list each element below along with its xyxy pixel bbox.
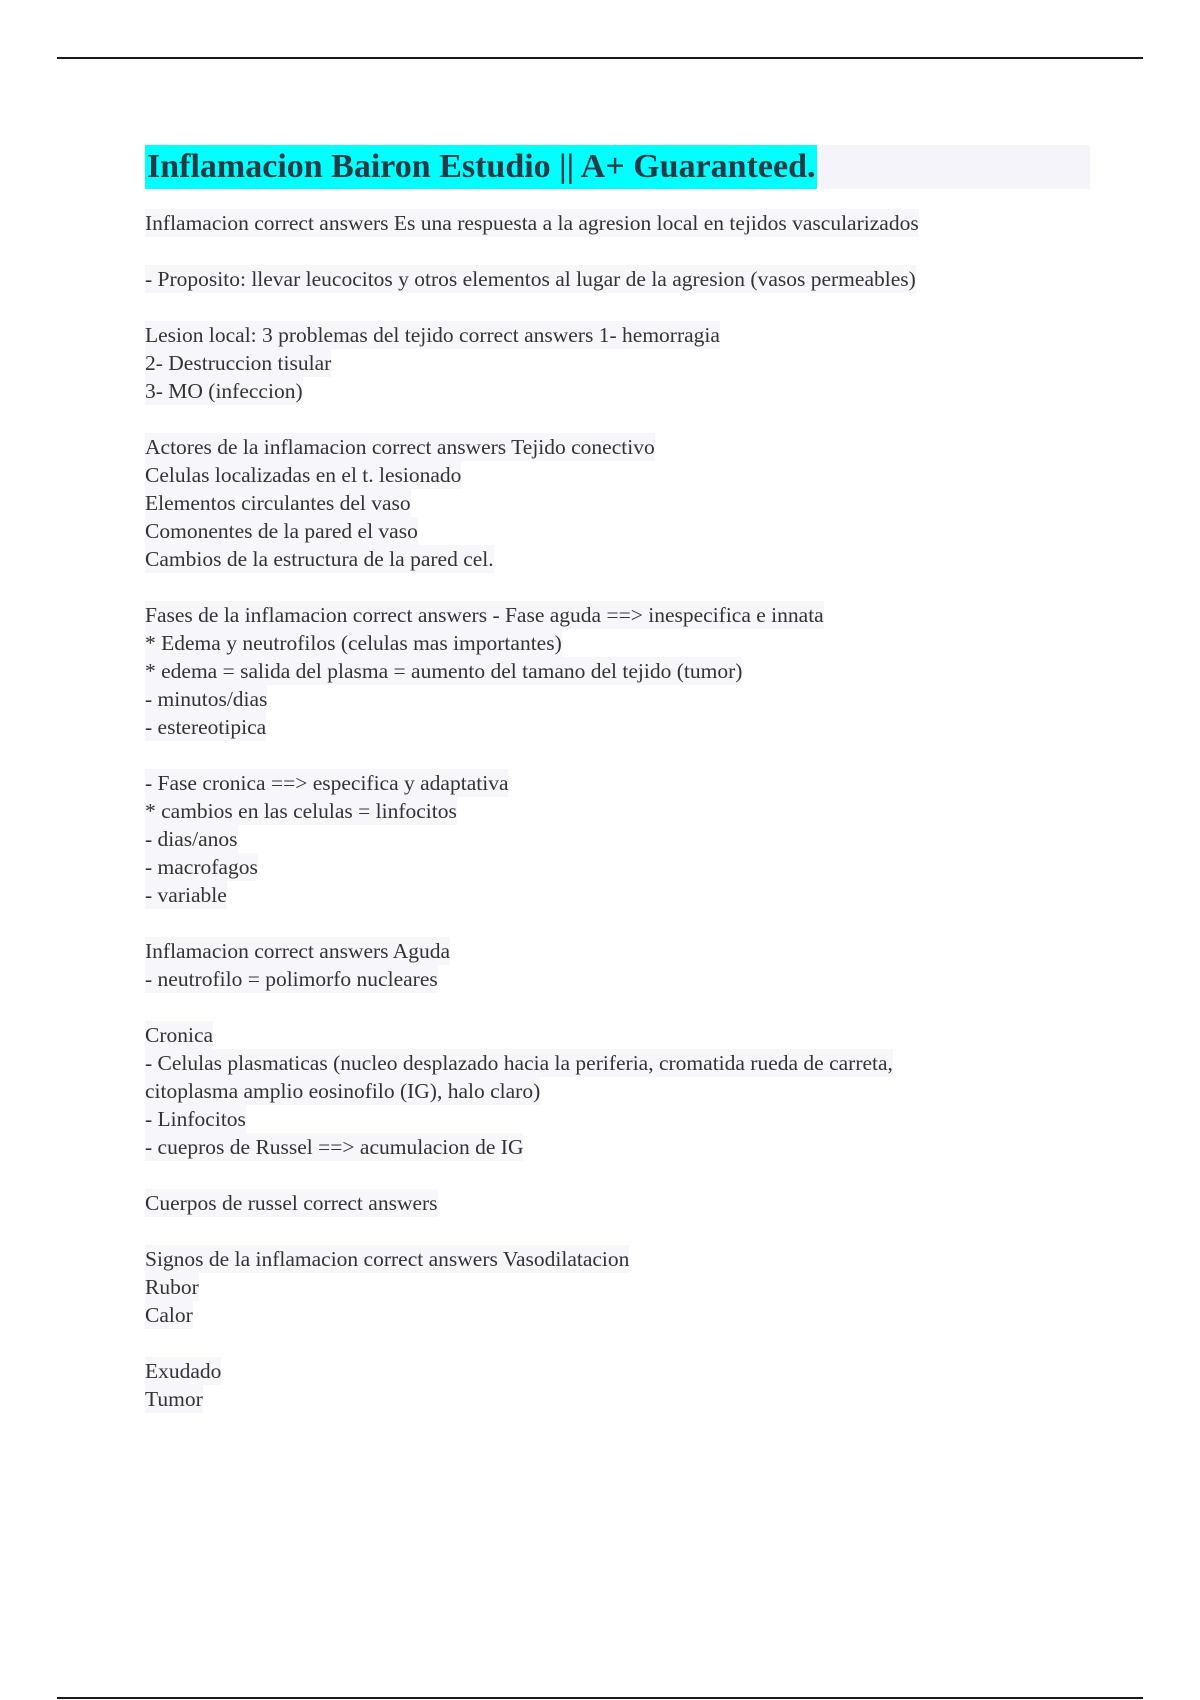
text-line: Inflamacion correct answers Aguda [145, 939, 451, 963]
text-line: - estereotipica [145, 715, 267, 739]
bottom-rule [57, 1697, 1143, 1699]
text-line: - minutos/dias [145, 687, 268, 711]
text-line: Celulas localizadas en el t. lesionado [145, 463, 462, 487]
text-line: Fases de la inflamacion correct answers - Fase aguda ==> inespecifica e innata [145, 603, 824, 627]
top-rule [57, 57, 1143, 59]
text-line: Signos de la inflamacion correct answers Vasodilatacion [145, 1247, 630, 1271]
text-block [145, 265, 1090, 293]
text-block [145, 433, 1090, 573]
document-blocks [145, 209, 1090, 1413]
text-block [145, 321, 1090, 405]
text-line: Calor [145, 1303, 193, 1327]
text-block [145, 769, 1090, 909]
text-line: * Edema y neutrofilos (celulas mas importantes) [145, 631, 562, 655]
document-body [145, 145, 1090, 1441]
text-line: Actores de la inflamacion correct answers Tejido conectivo [145, 435, 655, 459]
text-line: - Celulas plasmaticas (nucleo desplazado hacia la periferia, cromatida rueda de carreta, [145, 1051, 893, 1075]
text-line: Cronica [145, 1023, 214, 1047]
title-band [145, 145, 1090, 189]
text-line: - neutrofilo = polimorfo nucleares [145, 967, 438, 991]
text-line: Comonentes de la pared el vaso [145, 519, 418, 543]
text-line: - Fase cronica ==> especifica y adaptativa [145, 771, 509, 795]
text-line: - Proposito: llevar leucocitos y otros elementos al lugar de la agresion (vasos permeables) [145, 267, 916, 291]
text-line: - macrofagos [145, 855, 258, 879]
document-title: Inflamacion Bairon Estudio || A+ Guaranteed. [145, 145, 817, 189]
text-block [145, 1245, 1090, 1329]
text-block [145, 209, 1090, 237]
text-line: - dias/anos [145, 827, 238, 851]
text-line: Cambios de la estructura de la pared cel. [145, 547, 494, 571]
text-line: Exudado [145, 1359, 222, 1383]
text-line: Cuerpos de russel correct answers [145, 1191, 438, 1215]
text-line: Elementos circulantes del vaso [145, 491, 411, 515]
text-line: 2- Destruccion tisular [145, 351, 332, 375]
text-line: 3- MO (infeccion) [145, 379, 303, 403]
text-line: citoplasma amplio eosinofilo (IG), halo claro) [145, 1079, 541, 1103]
text-line: * cambios en las celulas = linfocitos [145, 799, 457, 823]
text-block [145, 1021, 1090, 1161]
text-block [145, 937, 1090, 993]
text-line: - Linfocitos [145, 1107, 246, 1131]
text-line: Tumor [145, 1387, 203, 1411]
text-line: Lesion local: 3 problemas del tejido correct answers 1- hemorragia [145, 323, 720, 347]
text-line: * edema = salida del plasma = aumento del tamano del tejido (tumor) [145, 659, 743, 683]
text-block [145, 601, 1090, 741]
text-block [145, 1189, 1090, 1217]
text-line: Rubor [145, 1275, 199, 1299]
text-line: Inflamacion correct answers Es una respuesta a la agresion local en tejidos vascularizados [145, 211, 919, 235]
text-line: - variable [145, 883, 227, 907]
text-line: - cuepros de Russel ==> acumulacion de IG [145, 1135, 524, 1159]
text-block [145, 1357, 1090, 1413]
